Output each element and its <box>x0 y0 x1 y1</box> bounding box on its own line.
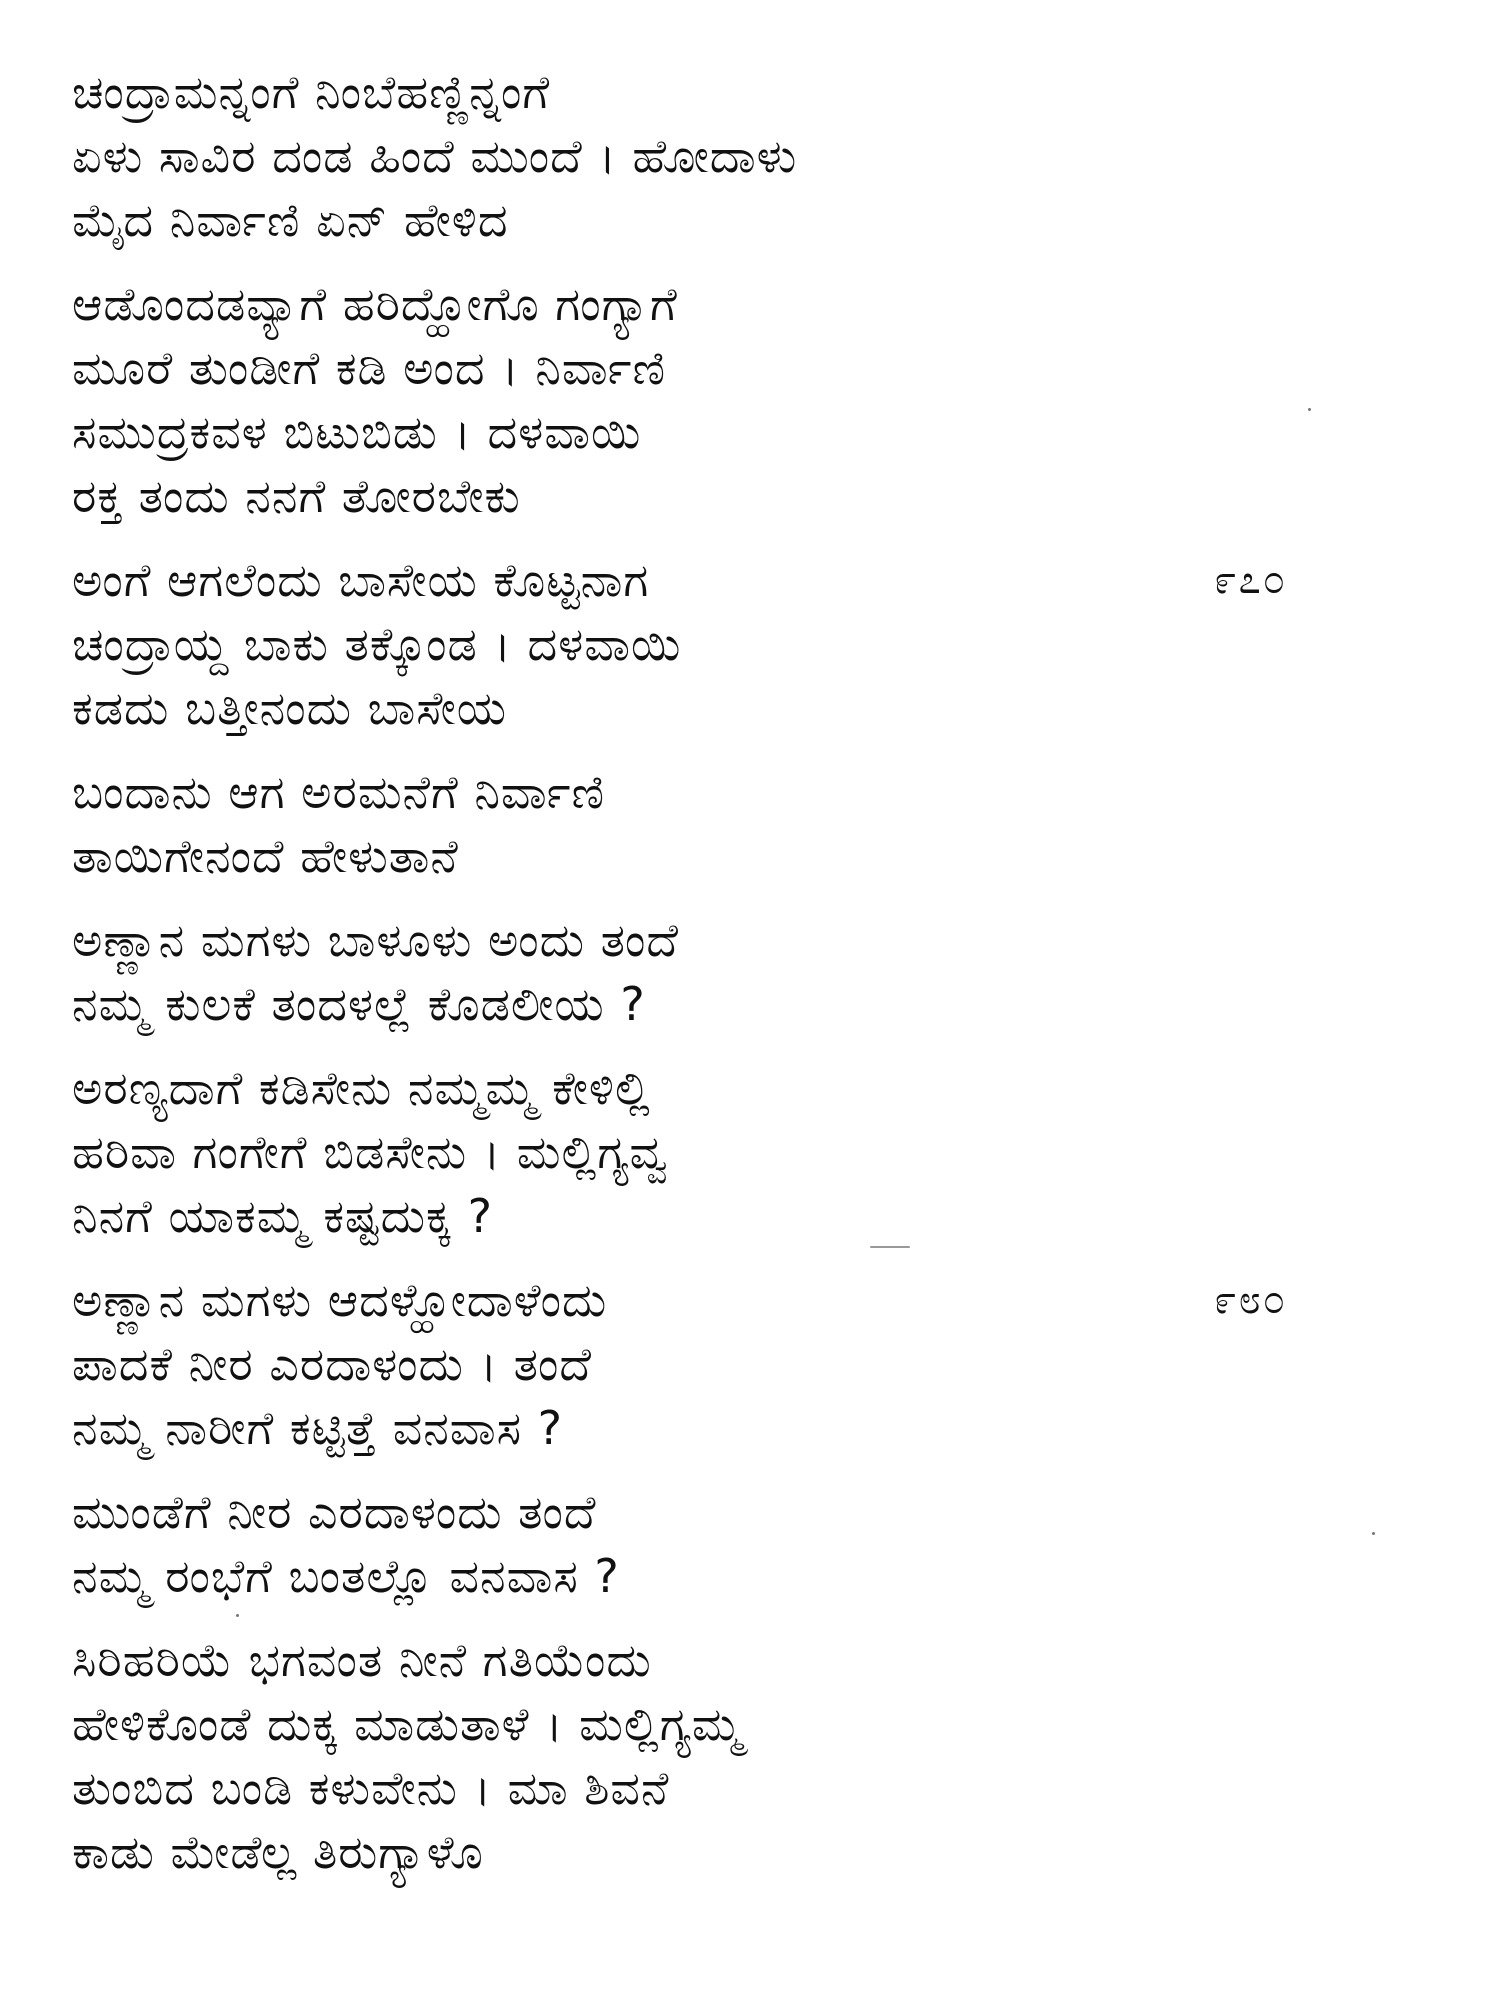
verse-line-text: ಏಳು ಸಾವಿರ ದಂಡ ಹಿಂದೆ ಮುಂದೆ । ಹೋದಾಳು <box>72 129 798 183</box>
verse-line-text: ನಮ್ಮ ರಂಭೆಗೆ ಬಂತಲ್ಲೊ ವನವಾಸ ? <box>72 1549 620 1603</box>
stanza <box>72 1480 1362 1608</box>
verse-line-text: ನಮ್ಮ ಕುಲಕೆ ತಂದಳಲ್ಲೆ ಕೊಡಲೀಯ ? <box>72 977 646 1031</box>
verse-line-text: ನಿನಗೆ ಯಾಕಮ್ಮ ಕಷ್ಟದುಕ್ಕ ? <box>72 1189 494 1243</box>
verse-line-text: ಚಂದ್ರಾಮನ್ನಂಗೆ ನಿಂಬೆಹಣ್ಣಿನ್ನಂಗೆ <box>72 65 551 119</box>
verse-line <box>72 1396 1362 1460</box>
verse-line <box>72 676 1362 740</box>
verse-line <box>72 1056 1362 1120</box>
scan-speck <box>236 1614 239 1617</box>
line-number: ೯೮೦ <box>1214 1277 1288 1323</box>
verse-line-text: ಸಿರಿಹರಿಯೆ ಭಗವಂತ ನೀನೆ ಗತಿಯೆಂದು <box>72 1633 652 1687</box>
verse-line-text: ಪಾದಕೆ ನೀರ ಎರದಾಳಂದು । ತಂದೆ <box>72 1337 592 1391</box>
line-number: ೯೭೦ <box>1214 557 1288 603</box>
scan-speck <box>870 1246 910 1248</box>
verse-line <box>72 1692 1362 1756</box>
verse-line <box>72 612 1362 676</box>
verse-line <box>72 272 1362 336</box>
verse-line-text: ಕಡದು ಬತ್ತೀನಂದು ಬಾಸೇಯ <box>72 681 508 735</box>
verse-line <box>72 760 1362 824</box>
verse-line <box>72 400 1362 464</box>
verse-line <box>72 1820 1362 1884</box>
verse-line <box>72 1120 1362 1184</box>
verse-line <box>72 1480 1362 1544</box>
verse-line <box>72 60 1362 124</box>
verse-line <box>72 1628 1362 1692</box>
verse-line-text: ಸಮುದ್ರಕವಳ ಬಿಟುಬಿಡು । ದಳವಾಯಿ <box>72 405 642 459</box>
verse-line <box>72 908 1362 972</box>
verse-line-text: ಹರಿವಾ ಗಂಗೇಗೆ ಬಿಡಸೇನು । ಮಲ್ಲಿಗ್ಯವ್ವ <box>72 1125 669 1179</box>
stanza <box>72 908 1362 1036</box>
verse-line <box>72 548 1362 612</box>
verse-line-text: ಅಣ್ಣಾನ ಮಗಳು ಬಾಳೂಳು ಅಂದು ತಂದೆ <box>72 913 679 967</box>
stanza <box>72 1628 1362 1884</box>
stanza <box>72 272 1362 528</box>
scan-speck <box>1308 408 1311 411</box>
stanza <box>72 60 1362 252</box>
verse-line-text: ಮುಂಡೆಗೆ ನೀರ ಎರದಾಳಂದು ತಂದೆ <box>72 1485 597 1539</box>
verse-line-text: ಮೈದ ನಿರ್ವಾಣಿ ಏನ್ ಹೇಳಿದ <box>72 193 509 247</box>
verse-line-text: ತಾಯಿಗೇನಂದೆ ಹೇಳುತಾನೆ <box>72 829 459 883</box>
scan-speck <box>1372 1532 1375 1535</box>
verse-line <box>72 1268 1362 1332</box>
verse-line <box>72 1756 1362 1820</box>
verse-line <box>72 1544 1362 1608</box>
verse-line <box>72 824 1362 888</box>
verse-line-text: ತುಂಬಿದ ಬಂಡಿ ಕಳುವೇನು । ಮಾ ಶಿವನೆ <box>72 1761 670 1815</box>
stanza <box>72 1056 1362 1248</box>
verse-line <box>72 188 1362 252</box>
verse-line-text: ಅರಣ್ಯದಾಗೆ ಕಡಿಸೇನು ನಮ್ಮಮ್ಮ ಕೇಳಿಲ್ಲಿ <box>72 1061 651 1115</box>
stanza <box>72 1268 1362 1460</box>
verse-line-text: ಚಂದ್ರಾಯ್ದ ಬಾಕು ತಕ್ಕೊಂಡ । ದಳವಾಯಿ <box>72 617 682 671</box>
verse-line-text: ಹೇಳಿಕೊಂಡೆ ದುಕ್ಕ ಮಾಡುತಾಳೆ । ಮಲ್ಲಿಗ್ಯಮ್ಮ <box>72 1697 743 1751</box>
verse-line-text: ನಮ್ಮ ನಾರೀಗೆ ಕಟ್ಟಿತ್ತೆ ವನವಾಸ ? <box>72 1401 564 1455</box>
verse-line-text: ಆಡೊಂದಡವ್ಯಾಗೆ ಹರಿದ್ಹೋಗೊ ಗಂಗ್ಯಾಗೆ <box>72 277 678 331</box>
verse-line-text: ಕಾಡು ಮೇಡೆಲ್ಲ ತಿರುಗ್ಯಾಳೊ <box>72 1825 484 1879</box>
verse-line <box>72 336 1362 400</box>
verse-line <box>72 464 1362 528</box>
verse-line <box>72 1332 1362 1396</box>
verse-line-text: ಅಣ್ಣಾನ ಮಗಳು ಆದಳ್ಹೋದಾಳೆಂದು <box>72 1273 608 1327</box>
stanza <box>72 548 1362 740</box>
verse-line <box>72 124 1362 188</box>
verse-line-text: ರಕ್ತ ತಂದು ನನಗೆ ತೋರಬೇಕು <box>72 469 521 523</box>
verse-line-text: ಮೂರೆ ತುಂಡೀಗೆ ಕಡಿ ಅಂದ । ನಿರ್ವಾಣಿ <box>72 341 667 395</box>
verse-line <box>72 972 1362 1036</box>
poem-text <box>72 60 1362 1904</box>
verse-line-text: ಬಂದಾನು ಆಗ ಅರಮನೆಗೆ ನಿರ್ವಾಣಿ <box>72 765 606 819</box>
stanza <box>72 760 1362 888</box>
verse-line <box>72 1184 1362 1248</box>
verse-line-text: ಅಂಗೆ ಆಗಲೆಂದು ಬಾಸೇಯ ಕೊಟ್ಟನಾಗ <box>72 553 650 607</box>
